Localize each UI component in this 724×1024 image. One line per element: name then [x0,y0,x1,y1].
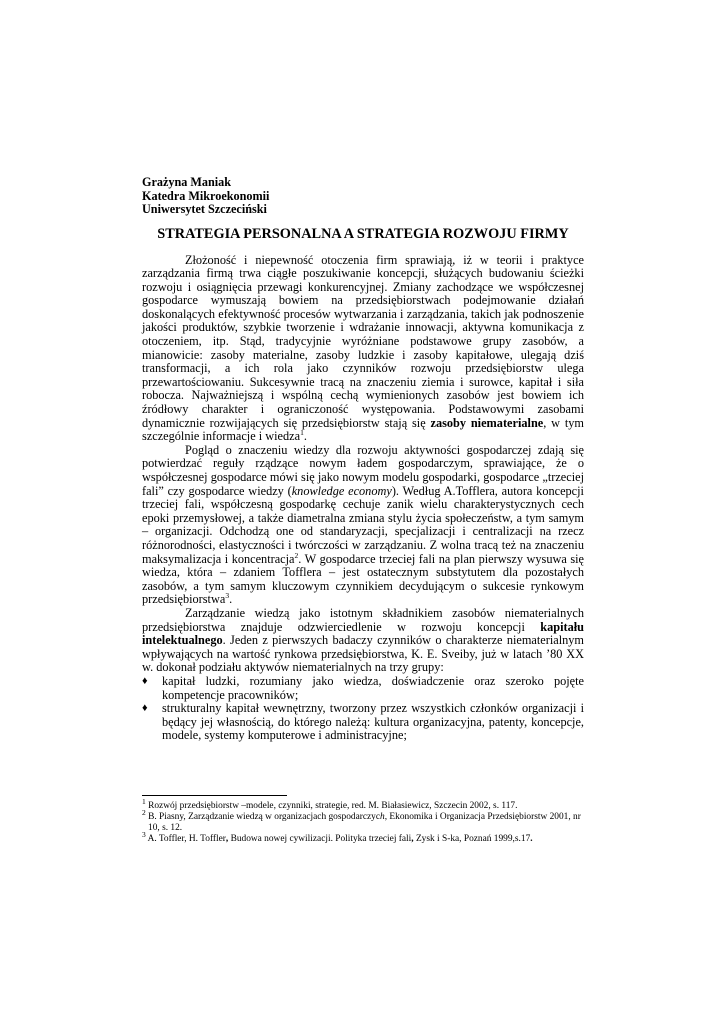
bullet-list [142,675,584,743]
footnote-number: 1 [142,796,146,806]
italic-term: knowledge economy [291,483,392,498]
document-title: STRATEGIA PERSONALNA A STRATEGIA ROZWOJU FIRMY [157,225,569,242]
bold-term: kapitału intelektualnego [142,619,584,648]
footnote-divider [142,795,287,796]
text-run: . [229,592,233,607]
list-item-text: kapitał ludzki, rozumiany jako wiedza, doświadczenie oraz szeroko pojęte kompetencje pracowników; [162,673,584,702]
text-run: Pogląd o znaczeniu wiedzy dla rozwoju aktywności gospodarczej zdają się potwierdzać reguły rządzące nowym ładem gospodarczym, sprawiające, że o współczesnej gospodarce mówi się jako nowym modelu gospodarki, gospodarce „trzeciej fali” czy gospodarce wiedzy ( [142,442,584,498]
footnote-number: 3 [142,829,146,839]
footnote-2 [142,807,584,834]
diamond-bullet-icon: ♦ [142,702,148,715]
footnote-ref: 3 [225,591,230,601]
footnote-ref: 2 [294,550,299,560]
page-content [142,176,584,743]
author-university: Uniwersytet Szczeciński [142,202,267,216]
text-run: Zarządzanie wiedzą jako istotnym składnikiem zasobów niematerialnych przedsiębiorstwa znajduje odzwierciedlenie w rozwoju koncepcji [142,605,584,634]
footnote-number: 2 [142,807,146,817]
paragraph-2 [142,444,584,607]
footnote-text: Budowa nowej cywilizacji. Polityka trzeciej fali [228,834,412,844]
text-run: , w tym szczególnie informacje i wiedza [142,415,584,444]
bold-term: zasoby niematerialne [430,415,544,430]
text-run: . W gospodarce trzeciej fali na plan pierwszy wysuwa się wiedza, która – zdaniem Tofflera – jest ostatecznym substytutem dla pozostałych zasobów, a tym samym kluczowym czynnikiem decydującym o sukcesie rynkowym przedsiębiorstwa [142,551,584,607]
text-run: ). Według A.Tofflera, autora koncepcji trzeciej fali, współczesną gospodarkę cechuje zanik wielu charakterystycznych cech epoki przemysłowej, a także diametralna zmiana stylu życia społeczeństw, a tym samym – organizacji. Odchodzą one od standaryzacji, specjalizacji i centralizacji na rzecz różnorodności, elastyczności i twórczości w zarządzaniu. Z wolna tracą też na znaczeniu maksymalizacja i koncentracja [142,483,584,566]
text-run: Złożoność i niepewność otoczenia firm sprawiają, iż w teorii i praktyce zarządzania firmą trwa ciągłe poszukiwanie koncepcji, służących budowaniu ścieżki rozwoju i osiągnięcia przewagi konkurencyjnej. Zmiany zachodzące we współczesnej gospodarce wymuszają bowiem na przedsiębiorstwach podejmowanie działań doskonalących efektywność procesów wytwarzania i zarządzania, takich jak podnoszenie jakości produktów, szybkie tworzenie i wdrażanie innowacji, aktywna komunikacja z otoczeniem, itp. Stąd, tradycyjnie wyróżniane podstawowe grupy zasobów, a mianowicie: zasoby materialne, zasoby ludzkie i zasoby kapitałowe, ulegają dziś transformacji, a ich rola jako czynników rozwoju przedsiębiorstw ulega przewartościowaniu. Sukcesywnie tracą na znaczeniu ziemia i surowce, kapitał i siła robocza. Najważniejszą i wspólną cechą wymienionych zasobów jest bowiem ich źródłowy charakter i ograniczoność występowania. Podstawowymi zasobami dynamicznie rozwijających się przedsiębiorstw stają się [142,252,584,430]
list-item [142,675,584,702]
footnote-3 [142,829,584,845]
footnote-ref: 1 [300,428,304,438]
footnote-bold: , [411,834,414,844]
footnote-bold: , [225,834,229,844]
footnote-text: Zysk i S-ka, Poznań 1999,s.17 [413,834,531,844]
footnote-text: B. Piasny, Zarządzanie wiedzą w organizacjach gospodarczyc [145,812,381,822]
article-body [142,254,584,743]
text-run: . [303,429,307,444]
footnote-1 [142,796,584,812]
list-item-text: strukturalny kapitał wewnętrzny, tworzony przez wszystkich członków organizacji i będący jej własnością, do którego należą: kultura organizacyjna, patenty, koncepcje, modele, systemy komputerowe i administracyjne; [162,701,584,743]
paragraph-1 [142,254,584,444]
footnote-text: Rozwój przedsiębiorstw –modele, czynniki, strategie, red. M. Białasiewicz, Szczecin 2002, s. 117. [145,801,518,811]
footnote-text: A. Toffler, H. Toffler [145,834,226,844]
author-name: Grażyna Maniak [142,175,232,189]
diamond-bullet-icon: ♦ [142,674,148,687]
footnote-italic: h [380,812,385,822]
footnotes [142,795,584,845]
list-item [142,702,584,743]
footnote-text: , Ekonomika i Organizacja Przedsiębiorstw 2001, nr 10, s. 12. [148,812,581,833]
footnote-bold: . [530,834,533,844]
author-department: Katedra Mikroekonomii [142,188,270,203]
author-block [142,176,584,217]
text-run: . Jeden z pierwszych badaczy czynników o charakterze niematerialnym wpływających na wartość rynkowa przedsiębiorstwa, K. E. Sveiby, już w latach ’80 XX w. dokonał podziału aktywów niematerialnych na trzy grupy: [142,633,584,675]
paragraph-3 [142,607,584,675]
